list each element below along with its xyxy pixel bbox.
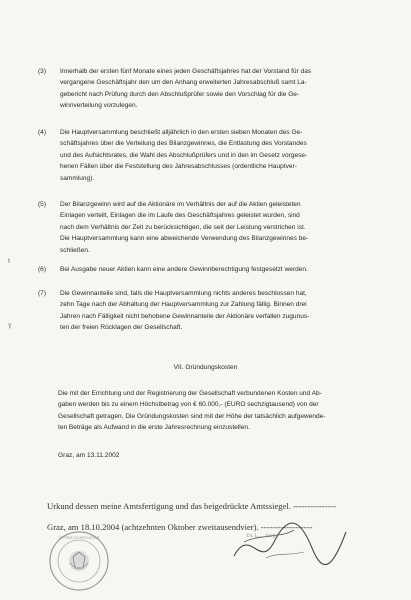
text-line: Einlagen verteilt, Einlagen die im Laufe des Geschäftsjahres geleistet wurden, sind [60, 212, 300, 220]
costs-line: Die mit der Errichtung und der Registrierung der Gesellschaft verbundenen Kosten und Ab- [58, 390, 322, 397]
text-line: zehn Tage nach der Abhaltung der Hauptversammlung zur Zahlung fällig. Binnen drei [60, 301, 307, 309]
paragraph-text [60, 66, 376, 112]
handwritten-signature [230, 512, 350, 572]
certification-line-1: Urkund dessen meine Amtsfertigung und das beigedrückte Amtssiegel. --------------- [47, 501, 336, 511]
text-line: Jahren nach Fälligkeit nicht behobene Gewinnanteile der Aktionäre verfallen zugunus- [60, 312, 310, 320]
paragraph-text [60, 199, 376, 256]
text-line: Die Hauptversammlung beschließt alljährlich in den ersten sieben Monaten des Ge- [60, 129, 303, 136]
text-line: vergangene Geschäftsjahr den um den Anhang erweiterten Jahresabschluß samt La- [60, 79, 307, 87]
text-line: schließen. [60, 246, 90, 254]
paragraph-text [60, 264, 376, 275]
paragraph-number: (7) [38, 290, 47, 297]
text-line: und des Aufsichtsrates, die Wahl des Abschlußprüfers und in den im Gesetz vorgese- [60, 151, 308, 159]
article-paragraph [38, 288, 376, 334]
notary-seal [48, 530, 110, 592]
text-line: nach dem Verhältnis der Zeit zu berücksichtigen, die seit der Leistung verstrichen ist. [60, 223, 306, 231]
text-line: Innerhalb der ersten fünf Monate eines jeden Geschäftsjahres hat der Vorstand für das [60, 68, 312, 75]
text-line: sammlung). [60, 174, 95, 182]
paragraph-number: (4) [38, 129, 47, 136]
section-heading: VII. Gründungskosten [173, 364, 238, 371]
text-line: Der Bilanzgewinn wird auf die Aktionäre im Verhältnis der auf die Aktien geleisteten [60, 201, 301, 208]
margin-mark: ŧ [8, 258, 10, 265]
paragraph-number: (3) [38, 68, 47, 75]
text-line: Die Hauptversammlung kann eine abweichende Verwendung des Bilanzgewinnes be- [60, 235, 309, 243]
costs-paragraph [58, 388, 376, 434]
costs-line: gaben werden bis zu einem Höchstbetrag von € 60.000,- (EURO sechzigtausend) von der [58, 401, 319, 409]
text-line: Die Gewinnanteile sind, falls die Hauptversammlung nichts anderes beschlossen hat, [60, 290, 307, 297]
certification-line-2: Graz, am 18.10.2004 (achtzehnten Oktober zweitausendvier). ------------------ [47, 522, 313, 532]
paragraph-text [60, 288, 376, 334]
costs-line: ten Beträge als Aufwand in die erste Jahresrechnung einzustellen. [58, 424, 250, 432]
article-paragraph [38, 199, 376, 256]
text-line: winnverteilung vorzulegen. [60, 102, 138, 110]
text-line: ten der freien Rücklagen der Gesellschaft. [60, 324, 183, 332]
article-paragraph [38, 127, 376, 184]
paragraph-text [60, 127, 376, 184]
text-line: Bei Ausgabe neuer Aktien kann eine andere Gewinnberechtigung festgesetzt werden. [60, 266, 308, 273]
date-line: Graz, am 13.11.2002 [58, 452, 120, 459]
paragraph-number: (6) [38, 266, 47, 273]
article-paragraph [38, 264, 376, 275]
paragraph-number: (5) [38, 201, 47, 208]
signature-stamp-text: Dr. L... ...berg [247, 534, 276, 539]
text-line: henen Fällen über die Feststellung des Jahresabschlusses (ordentliche Hauptver- [60, 163, 297, 171]
article-paragraph [38, 66, 376, 112]
text-line: schäftsjahres über die Verteilung des Bilanzgewinnes, die Entlastung des Vorstandes [60, 140, 307, 148]
margin-mark: ɣ [8, 322, 12, 329]
text-line: gebericht nach Prüfung durch den Abschlußprüfer sowie den Vorschlag für die Ge- [60, 90, 300, 98]
costs-line: Gesellschaft getragen. Die Gründungskosten sind mit der Höhe der tatsächlich aufgewende- [58, 412, 326, 420]
seal-text: ÖFFENTLICHER NOTAR [58, 536, 100, 540]
